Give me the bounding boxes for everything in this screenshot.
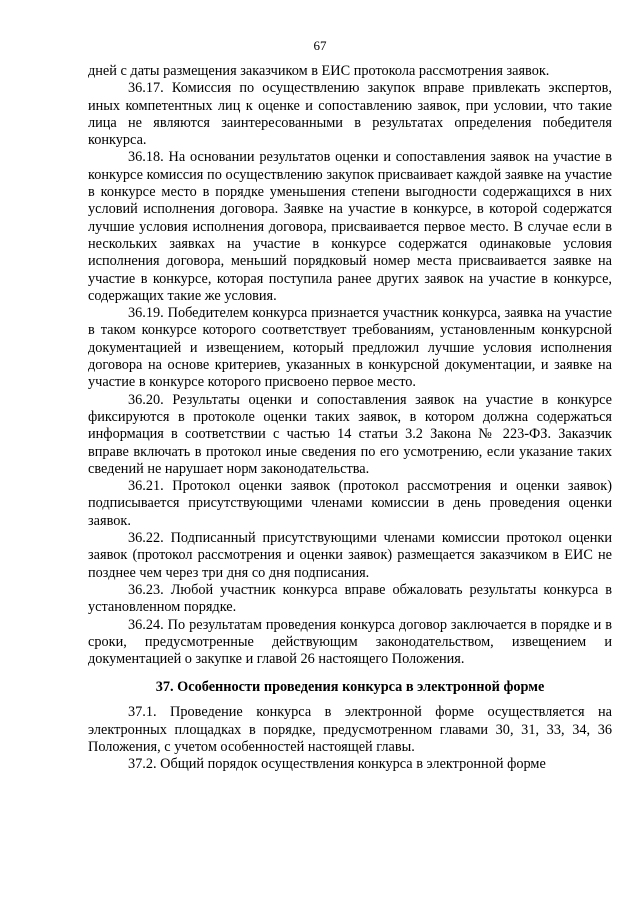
paragraph-36-24: 36.24. По результатам проведения конкурса договор заключается в порядке и в сроки, предусмотренные действующим законодательством, извещением и документацией о закупке и главой 26 настоящего Положения. xyxy=(88,616,612,668)
paragraph-36-17: 36.17. Комиссия по осуществлению закупок вправе привлекать экспертов, иных компетентных лиц к оценке и сопоставлению заявок, при условии, что такие лица не являются заинтересованными в результатах определения победителя конкурса. xyxy=(88,80,612,149)
document-body xyxy=(88,63,612,774)
paragraph-36-19: 36.19. Победителем конкурса признается участник конкурса, заявка на участие в таком конкурсе которого соответствует требованиям, установленным конкурсной документацией и извещением, который предложил лучшие условия исполнения договора на основе критериев, указанных в конкурсной документации, и заявке на участие в конкурсе которого присвоено первое место. xyxy=(88,305,612,391)
paragraph-continuation: дней с даты размещения заказчиком в ЕИС протокола рассмотрения заявок. xyxy=(88,63,550,79)
paragraph-36-23: 36.23. Любой участник конкурса вправе обжаловать результаты конкурса в установленном порядке. xyxy=(88,581,612,616)
paragraph-36-22: 36.22. Подписанный присутствующими членами комиссии протокол оценки заявок (протокол рассмотрения и оценки заявок) размещается заказчиком в ЕИС не позднее чем через три дня со дня подписания. xyxy=(88,530,612,581)
page-number: 67 xyxy=(313,38,327,53)
paragraph-37-2: 37.2. Общий порядок осуществления конкурса в электронной форме xyxy=(128,756,546,773)
paragraph-36-18: 36.18. На основании результатов оценки и сопоставления заявок на участие в конкурсе комиссия по осуществлению закупок присваивает каждой заявке на участие в конкурсе место в порядке уменьшения степени выгодности содержащихся в них условий исполнения договора. Заявке на участие в конкурсе, в которой содержатся лучшие условия исполнения договора, присваивается первое место. В случае если в нескольких заявках на участие в конкурсе содержатся одинаковые условия исполнения договора, меньший порядковый номер места присваивается заявке на участие в конкурсе, которая поступила ранее других заявок на участие в конкурсе, содержащих такие же условия. xyxy=(88,149,612,304)
paragraph-37-1: 37.1. Проведение конкурса в электронной форме осуществляется на электронных площадках в порядке, предусмотренном главами 30, 31, 33, 34, 36 Положения, с учетом особенностей настоящей главы. xyxy=(88,704,612,755)
paragraph-36-20: 36.20. Результаты оценки и сопоставления заявок на участие в конкурсе фиксируются в протоколе оценки таких заявок, в котором должна содержаться информация в соответствии с частью 14 статьи 3.2 Закона № 223-ФЗ. Заказчик вправе включать в протокол иные сведения по его усмотрению, если указание таких сведений не нарушает норм законодательства. xyxy=(88,391,612,477)
section-heading: 37. Особенности проведения конкурса в электронной форме xyxy=(155,679,545,696)
paragraph-36-21: 36.21. Протокол оценки заявок (протокол рассмотрения и оценки заявок) подписывается присутствующими членами комиссии в день проведения оценки заявок. xyxy=(88,478,612,529)
